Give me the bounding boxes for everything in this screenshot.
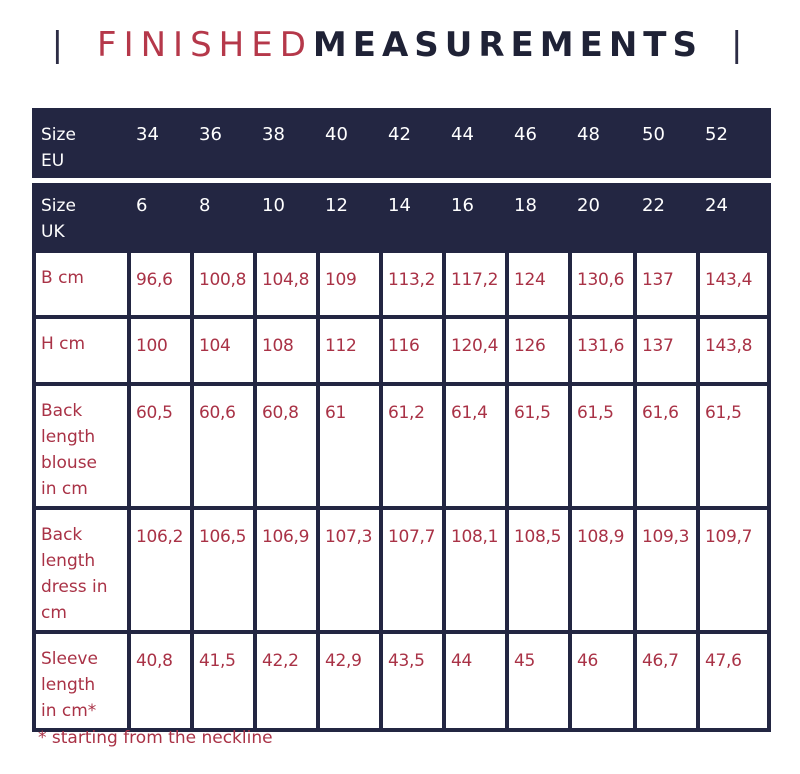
measurements-table — [32, 108, 771, 732]
table-cell: 10 — [255, 181, 318, 252]
row-label — [34, 384, 129, 508]
row-label — [34, 110, 129, 181]
table-cell: 48 — [570, 110, 635, 181]
table-cell: 104,8 — [255, 251, 318, 317]
table-cell: 61,5 — [698, 384, 769, 508]
table-cell: 108,1 — [444, 508, 507, 632]
table-cell: 120,4 — [444, 317, 507, 384]
table-cell: 6 — [129, 181, 192, 252]
table-cell: 61,2 — [381, 384, 444, 508]
table-row — [34, 384, 769, 508]
table-cell: 44 — [444, 632, 507, 730]
table-cell: 60,8 — [255, 384, 318, 508]
row-label-line: length — [41, 427, 96, 447]
table-cell: 131,6 — [570, 317, 635, 384]
row-label — [34, 508, 129, 632]
table-cell: 137 — [635, 317, 698, 384]
table-cell: 18 — [507, 181, 570, 252]
table-cell: 107,7 — [381, 508, 444, 632]
table-cell: 60,5 — [129, 384, 192, 508]
table-cell: 108,5 — [507, 508, 570, 632]
row-label-line: B cm — [41, 268, 84, 288]
table-cell: 61,5 — [570, 384, 635, 508]
table-cell: 109,7 — [698, 508, 769, 632]
footnote: * starting from the neckline — [38, 728, 273, 748]
table-cell: 45 — [507, 632, 570, 730]
table-cell: 117,2 — [444, 251, 507, 317]
table-cell: 113,2 — [381, 251, 444, 317]
table-cell: 100,8 — [192, 251, 255, 317]
table-cell: 42,2 — [255, 632, 318, 730]
row-label — [34, 251, 129, 317]
title-divider-right: | — [730, 25, 749, 65]
table-cell: 96,6 — [129, 251, 192, 317]
table-cell: 112 — [318, 317, 381, 384]
table-cell: 46,7 — [635, 632, 698, 730]
table-cell: 116 — [381, 317, 444, 384]
row-label — [34, 317, 129, 384]
row-label — [34, 632, 129, 730]
table-cell: 12 — [318, 181, 381, 252]
table-cell: 104 — [192, 317, 255, 384]
table-cell: 124 — [507, 251, 570, 317]
table-cell: 106,2 — [129, 508, 192, 632]
table-cell: 46 — [507, 110, 570, 181]
table-cell: 22 — [635, 181, 698, 252]
row-label-line: dress in — [41, 577, 108, 597]
table-cell: 61,5 — [507, 384, 570, 508]
table-cell: 38 — [255, 110, 318, 181]
table-cell: 100 — [129, 317, 192, 384]
row-label-line: UK — [41, 222, 65, 242]
row-label — [34, 181, 129, 252]
header-row — [34, 181, 769, 252]
header-row — [34, 110, 769, 181]
table-row — [34, 632, 769, 730]
title-word-measurements: MEASUREMENTS — [312, 25, 703, 65]
table-cell: 137 — [635, 251, 698, 317]
table-cell: 106,5 — [192, 508, 255, 632]
table-cell: 16 — [444, 181, 507, 252]
table-cell: 42,9 — [318, 632, 381, 730]
table-cell: 61,4 — [444, 384, 507, 508]
row-label-line: Size — [41, 125, 76, 145]
table-cell: 42 — [381, 110, 444, 181]
row-label-line: length — [41, 551, 96, 571]
table-cell: 143,4 — [698, 251, 769, 317]
row-label-line: Back — [41, 401, 83, 421]
table-row — [34, 317, 769, 384]
table-cell: 41,5 — [192, 632, 255, 730]
table-cell: 130,6 — [570, 251, 635, 317]
table-cell: 34 — [129, 110, 192, 181]
row-label-line: in cm* — [41, 701, 97, 721]
table-row — [34, 508, 769, 632]
table-cell: 43,5 — [381, 632, 444, 730]
title-divider-left: | — [51, 25, 70, 65]
row-label-line: length — [41, 675, 96, 695]
table-cell: 107,3 — [318, 508, 381, 632]
table-cell: 24 — [698, 181, 769, 252]
row-label-line: Sleeve — [41, 649, 98, 669]
table-cell: 108 — [255, 317, 318, 384]
table-cell: 20 — [570, 181, 635, 252]
row-label-line: cm — [41, 603, 67, 623]
table-cell: 108,9 — [570, 508, 635, 632]
table-cell: 8 — [192, 181, 255, 252]
row-label-line: H cm — [41, 334, 86, 354]
table-cell: 126 — [507, 317, 570, 384]
table-row — [34, 251, 769, 317]
row-label-line: Back — [41, 525, 83, 545]
table-cell: 106,9 — [255, 508, 318, 632]
table-cell: 52 — [698, 110, 769, 181]
table-cell: 61,6 — [635, 384, 698, 508]
row-label-line: EU — [41, 151, 65, 171]
row-label-line: Size — [41, 196, 76, 216]
table-cell: 61 — [318, 384, 381, 508]
row-label-line: in cm — [41, 479, 88, 499]
page-title — [0, 22, 800, 68]
table-cell: 40,8 — [129, 632, 192, 730]
row-label-line: blouse — [41, 453, 98, 473]
title-word-finished: FINISHED — [97, 25, 313, 65]
table-cell: 40 — [318, 110, 381, 181]
table-cell: 44 — [444, 110, 507, 181]
table-cell: 60,6 — [192, 384, 255, 508]
table-cell: 36 — [192, 110, 255, 181]
table-cell: 47,6 — [698, 632, 769, 730]
table-cell: 109 — [318, 251, 381, 317]
table-cell: 46 — [570, 632, 635, 730]
table-cell: 14 — [381, 181, 444, 252]
table-cell: 50 — [635, 110, 698, 181]
table-cell: 143,8 — [698, 317, 769, 384]
table-cell: 109,3 — [635, 508, 698, 632]
